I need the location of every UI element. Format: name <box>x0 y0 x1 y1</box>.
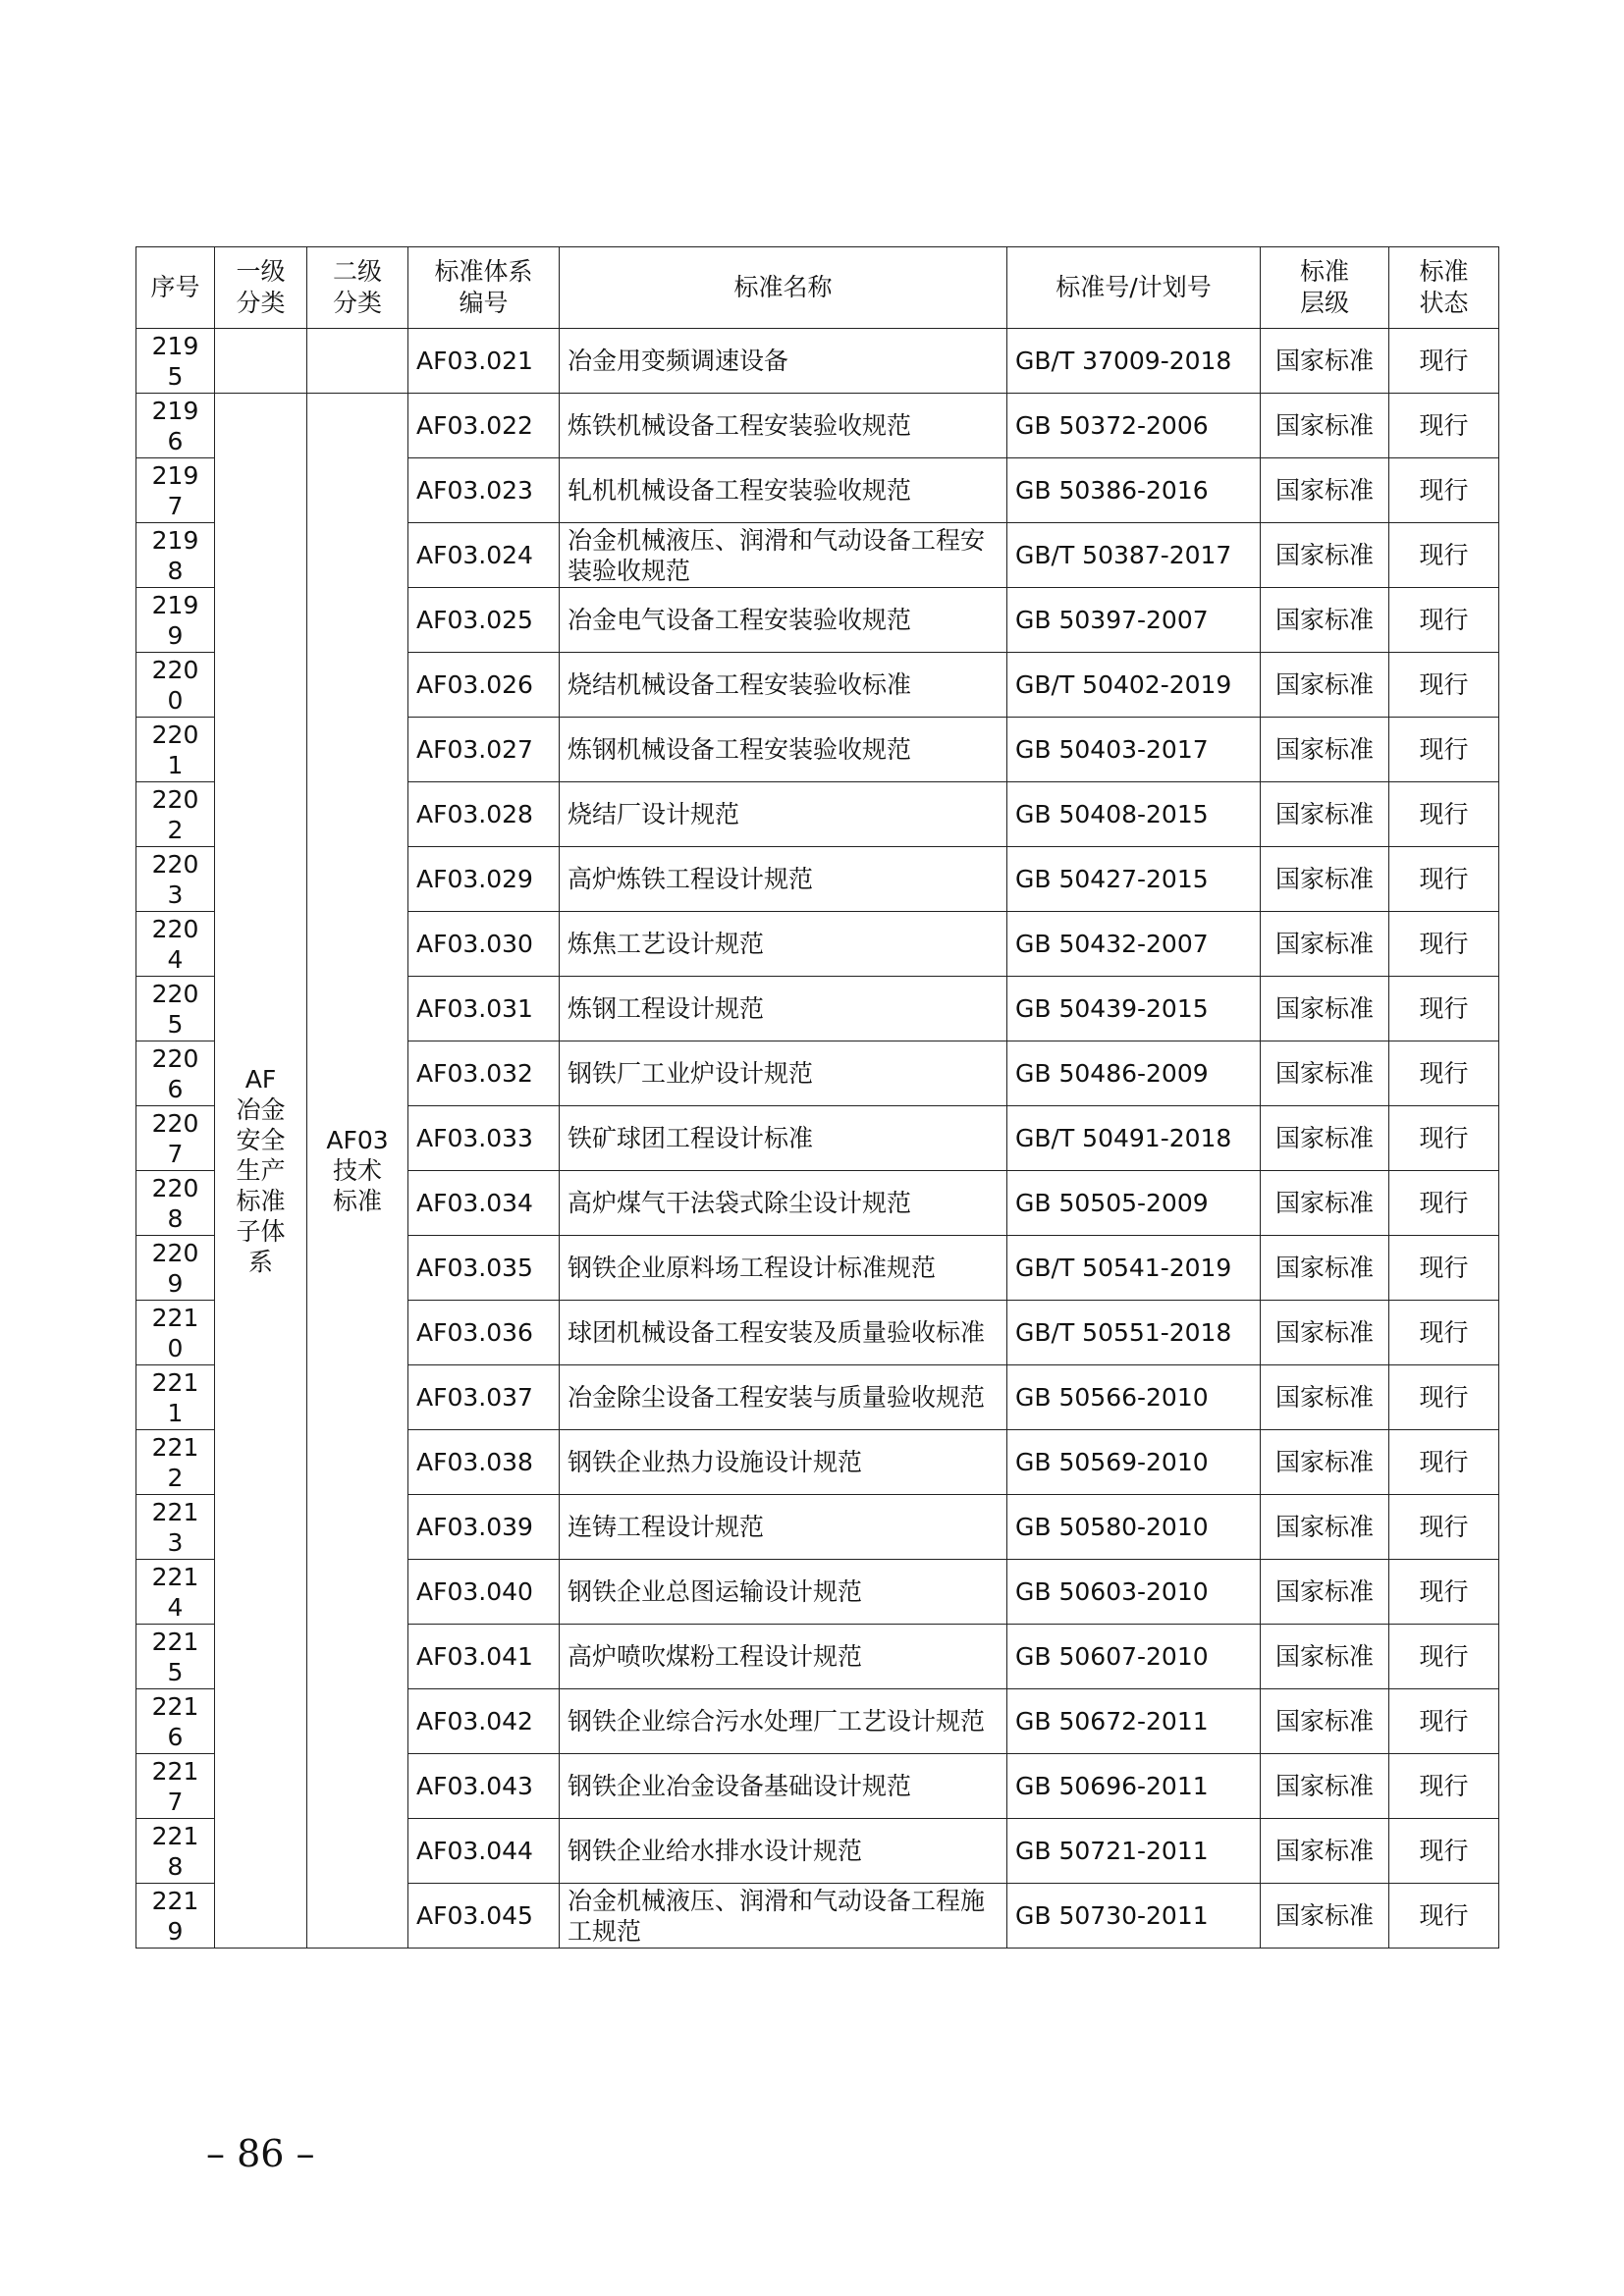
row-name: 连铸工程设计规范 <box>560 1495 1007 1560</box>
row-status: 现行 <box>1389 847 1499 912</box>
row-name: 烧结机械设备工程安装验收标准 <box>560 653 1007 718</box>
row-seq: 221 6 <box>136 1689 215 1754</box>
row-seq: 221 2 <box>136 1430 215 1495</box>
row-number: GB/T 37009-2018 <box>1007 329 1261 394</box>
row-tier: 国家标准 <box>1261 653 1389 718</box>
row-code: AF03.045 <box>408 1884 560 1949</box>
row-number: GB 50386-2016 <box>1007 458 1261 523</box>
row-code: AF03.028 <box>408 782 560 847</box>
row-tier: 国家标准 <box>1261 1301 1389 1365</box>
row-number: GB 50730-2011 <box>1007 1884 1261 1949</box>
row-name: 炼铁机械设备工程安装验收规范 <box>560 394 1007 458</box>
row-seq: 220 8 <box>136 1171 215 1236</box>
row-seq: 220 7 <box>136 1106 215 1171</box>
row-number: GB 50580-2010 <box>1007 1495 1261 1560</box>
row-status: 现行 <box>1389 1625 1499 1689</box>
row-tier: 国家标准 <box>1261 588 1389 653</box>
row-code: AF03.027 <box>408 718 560 782</box>
row-name: 炼焦工艺设计规范 <box>560 912 1007 977</box>
row-name: 钢铁企业热力设施设计规范 <box>560 1430 1007 1495</box>
row-name: 钢铁企业冶金设备基础设计规范 <box>560 1754 1007 1819</box>
row-status: 现行 <box>1389 1236 1499 1301</box>
row-name: 炼钢工程设计规范 <box>560 977 1007 1041</box>
row-status: 现行 <box>1389 1754 1499 1819</box>
row-number: GB 50397-2007 <box>1007 588 1261 653</box>
row-tier: 国家标准 <box>1261 329 1389 394</box>
row-status: 现行 <box>1389 394 1499 458</box>
row-tier: 国家标准 <box>1261 1495 1389 1560</box>
row-seq: 220 9 <box>136 1236 215 1301</box>
row-number: GB/T 50491-2018 <box>1007 1106 1261 1171</box>
row-code: AF03.033 <box>408 1106 560 1171</box>
row-seq: 220 2 <box>136 782 215 847</box>
table-row <box>136 394 1499 458</box>
row-name: 高炉煤气干法袋式除尘设计规范 <box>560 1171 1007 1236</box>
row-code: AF03.024 <box>408 523 560 588</box>
row-status: 现行 <box>1389 718 1499 782</box>
row-code: AF03.021 <box>408 329 560 394</box>
row-name: 炼钢机械设备工程安装验收规范 <box>560 718 1007 782</box>
row-seq: 221 9 <box>136 1884 215 1949</box>
header-code: 标准体系 编号 <box>408 247 560 329</box>
row-status: 现行 <box>1389 1106 1499 1171</box>
row-code: AF03.039 <box>408 1495 560 1560</box>
row-code: AF03.023 <box>408 458 560 523</box>
row-number: GB 50486-2009 <box>1007 1041 1261 1106</box>
row-code: AF03.022 <box>408 394 560 458</box>
row-seq: 221 1 <box>136 1365 215 1430</box>
row-seq: 221 8 <box>136 1819 215 1884</box>
row-status: 现行 <box>1389 1041 1499 1106</box>
row-seq: 220 0 <box>136 653 215 718</box>
row-number: GB 50427-2015 <box>1007 847 1261 912</box>
row-code: AF03.037 <box>408 1365 560 1430</box>
row-tier: 国家标准 <box>1261 1754 1389 1819</box>
row-seq: 220 4 <box>136 912 215 977</box>
row-name: 高炉炼铁工程设计规范 <box>560 847 1007 912</box>
row-code: AF03.029 <box>408 847 560 912</box>
row-tier: 国家标准 <box>1261 1041 1389 1106</box>
row-seq: 221 0 <box>136 1301 215 1365</box>
standards-table <box>135 246 1499 1949</box>
row-name: 钢铁厂工业炉设计规范 <box>560 1041 1007 1106</box>
row-number: GB 50566-2010 <box>1007 1365 1261 1430</box>
row-level2-empty <box>307 329 408 394</box>
row-number: GB 50672-2011 <box>1007 1689 1261 1754</box>
row-status: 现行 <box>1389 329 1499 394</box>
row-level1-empty <box>215 329 307 394</box>
header-name: 标准名称 <box>560 247 1007 329</box>
row-status: 现行 <box>1389 1884 1499 1949</box>
row-number: GB 50408-2015 <box>1007 782 1261 847</box>
table-row <box>136 329 1499 394</box>
row-tier: 国家标准 <box>1261 1884 1389 1949</box>
row-number: GB 50607-2010 <box>1007 1625 1261 1689</box>
header-row <box>136 247 1499 329</box>
row-tier: 国家标准 <box>1261 1171 1389 1236</box>
row-seq: 220 5 <box>136 977 215 1041</box>
row-name: 钢铁企业原料场工程设计标准规范 <box>560 1236 1007 1301</box>
row-name: 钢铁企业总图运输设计规范 <box>560 1560 1007 1625</box>
row-code: AF03.038 <box>408 1430 560 1495</box>
row-name: 冶金电气设备工程安装验收规范 <box>560 588 1007 653</box>
category-level2: AF03 技术 标准 <box>307 394 408 1949</box>
header-status: 标准 状态 <box>1389 247 1499 329</box>
row-code: AF03.026 <box>408 653 560 718</box>
row-number: GB 50439-2015 <box>1007 977 1261 1041</box>
row-status: 现行 <box>1389 588 1499 653</box>
row-seq: 219 5 <box>136 329 215 394</box>
row-name: 冶金用变频调速设备 <box>560 329 1007 394</box>
row-code: AF03.041 <box>408 1625 560 1689</box>
row-code: AF03.032 <box>408 1041 560 1106</box>
row-code: AF03.035 <box>408 1236 560 1301</box>
row-number: GB 50432-2007 <box>1007 912 1261 977</box>
header-tier: 标准 层级 <box>1261 247 1389 329</box>
row-tier: 国家标准 <box>1261 718 1389 782</box>
row-name: 钢铁企业给水排水设计规范 <box>560 1819 1007 1884</box>
row-tier: 国家标准 <box>1261 1625 1389 1689</box>
header-level2: 二级 分类 <box>307 247 408 329</box>
row-seq: 219 6 <box>136 394 215 458</box>
header-seq: 序号 <box>136 247 215 329</box>
row-code: AF03.040 <box>408 1560 560 1625</box>
row-seq: 221 4 <box>136 1560 215 1625</box>
row-number: GB/T 50541-2019 <box>1007 1236 1261 1301</box>
row-status: 现行 <box>1389 1365 1499 1430</box>
row-tier: 国家标准 <box>1261 523 1389 588</box>
row-name: 铁矿球团工程设计标准 <box>560 1106 1007 1171</box>
row-code: AF03.034 <box>408 1171 560 1236</box>
row-tier: 国家标准 <box>1261 1365 1389 1430</box>
row-tier: 国家标准 <box>1261 782 1389 847</box>
row-code: AF03.025 <box>408 588 560 653</box>
row-tier: 国家标准 <box>1261 394 1389 458</box>
row-tier: 国家标准 <box>1261 1689 1389 1754</box>
row-tier: 国家标准 <box>1261 1106 1389 1171</box>
row-seq: 219 8 <box>136 523 215 588</box>
row-seq: 221 5 <box>136 1625 215 1689</box>
row-tier: 国家标准 <box>1261 977 1389 1041</box>
row-number: GB 50603-2010 <box>1007 1560 1261 1625</box>
row-code: AF03.042 <box>408 1689 560 1754</box>
category-level1: AF 冶金 安全 生产 标准 子体 系 <box>215 394 307 1949</box>
row-seq: 219 9 <box>136 588 215 653</box>
row-code: AF03.036 <box>408 1301 560 1365</box>
row-seq: 220 6 <box>136 1041 215 1106</box>
row-seq: 219 7 <box>136 458 215 523</box>
row-status: 现行 <box>1389 653 1499 718</box>
row-number: GB 50372-2006 <box>1007 394 1261 458</box>
row-status: 现行 <box>1389 458 1499 523</box>
row-tier: 国家标准 <box>1261 458 1389 523</box>
row-number: GB 50569-2010 <box>1007 1430 1261 1495</box>
page-number: – 86 – <box>206 2132 315 2175</box>
row-code: AF03.031 <box>408 977 560 1041</box>
row-name: 烧结厂设计规范 <box>560 782 1007 847</box>
row-status: 现行 <box>1389 1689 1499 1754</box>
row-status: 现行 <box>1389 912 1499 977</box>
row-status: 现行 <box>1389 1430 1499 1495</box>
row-name: 冶金机械液压、润滑和气动设备工程施工规范 <box>560 1884 1007 1949</box>
row-number: GB/T 50402-2019 <box>1007 653 1261 718</box>
row-seq: 221 7 <box>136 1754 215 1819</box>
row-number: GB 50721-2011 <box>1007 1819 1261 1884</box>
row-status: 现行 <box>1389 1301 1499 1365</box>
row-number: GB 50696-2011 <box>1007 1754 1261 1819</box>
row-status: 现行 <box>1389 1495 1499 1560</box>
row-number: GB/T 50551-2018 <box>1007 1301 1261 1365</box>
row-tier: 国家标准 <box>1261 1560 1389 1625</box>
row-name: 轧机机械设备工程安装验收规范 <box>560 458 1007 523</box>
row-status: 现行 <box>1389 1171 1499 1236</box>
row-number: GB/T 50387-2017 <box>1007 523 1261 588</box>
row-number: GB 50403-2017 <box>1007 718 1261 782</box>
row-status: 现行 <box>1389 523 1499 588</box>
row-name: 钢铁企业综合污水处理厂工艺设计规范 <box>560 1689 1007 1754</box>
row-name: 冶金机械液压、润滑和气动设备工程安装验收规范 <box>560 523 1007 588</box>
row-status: 现行 <box>1389 1560 1499 1625</box>
header-level1: 一级 分类 <box>215 247 307 329</box>
row-code: AF03.030 <box>408 912 560 977</box>
row-name: 冶金除尘设备工程安装与质量验收规范 <box>560 1365 1007 1430</box>
header-number: 标准号/计划号 <box>1007 247 1261 329</box>
row-tier: 国家标准 <box>1261 847 1389 912</box>
row-status: 现行 <box>1389 782 1499 847</box>
row-seq: 220 3 <box>136 847 215 912</box>
row-status: 现行 <box>1389 977 1499 1041</box>
row-name: 球团机械设备工程安装及质量验收标准 <box>560 1301 1007 1365</box>
row-number: GB 50505-2009 <box>1007 1171 1261 1236</box>
row-seq: 221 3 <box>136 1495 215 1560</box>
row-seq: 220 1 <box>136 718 215 782</box>
row-code: AF03.044 <box>408 1819 560 1884</box>
row-tier: 国家标准 <box>1261 1819 1389 1884</box>
row-tier: 国家标准 <box>1261 1236 1389 1301</box>
row-tier: 国家标准 <box>1261 912 1389 977</box>
row-name: 高炉喷吹煤粉工程设计规范 <box>560 1625 1007 1689</box>
row-code: AF03.043 <box>408 1754 560 1819</box>
row-tier: 国家标准 <box>1261 1430 1389 1495</box>
row-status: 现行 <box>1389 1819 1499 1884</box>
